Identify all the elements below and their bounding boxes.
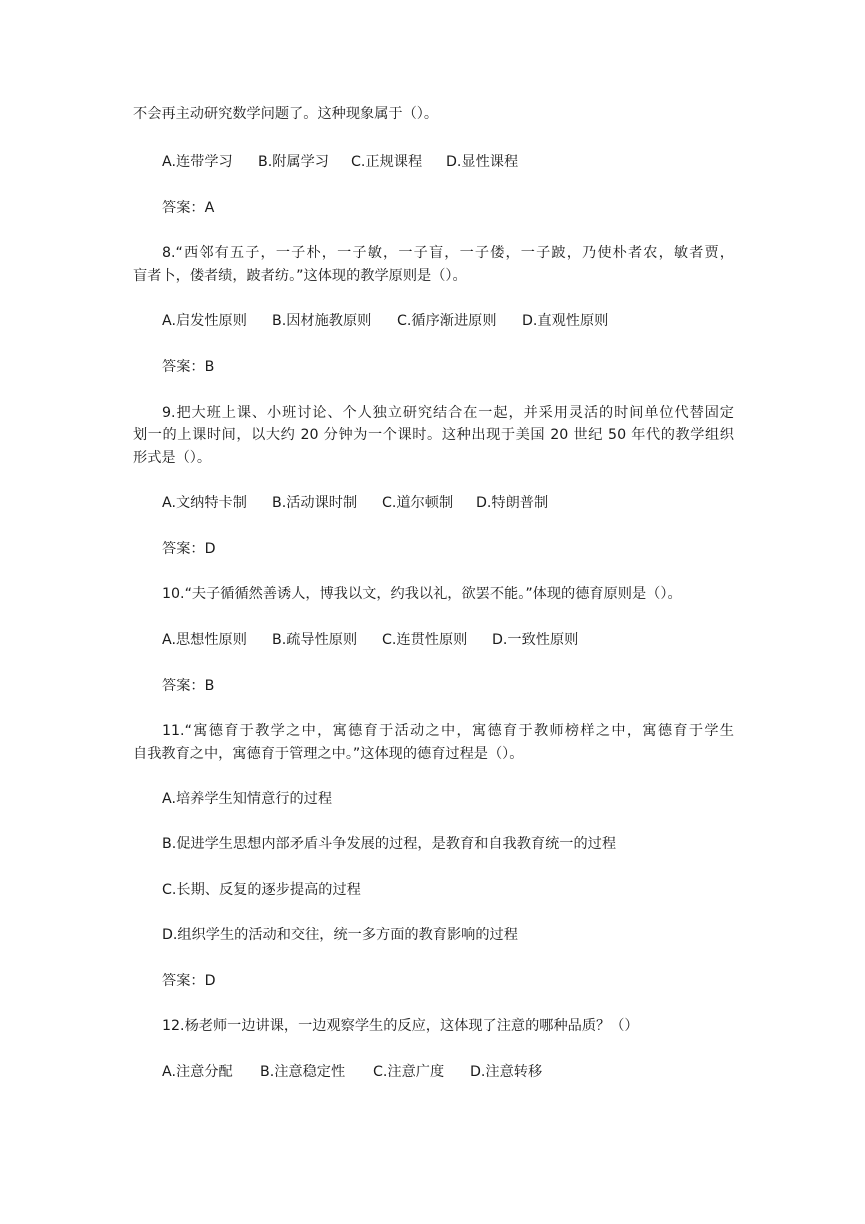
- q11-stem-line-1: 11.“寓德育于教学之中，寓德育于活动之中，寓德育于教师榜样之中，寓德育于学生: [162, 723, 734, 739]
- q7-answer: 答案：A: [162, 200, 215, 216]
- q8-option-a: A.启发性原则: [162, 313, 247, 329]
- q11-answer: 答案：D: [162, 973, 216, 989]
- q11-stem-line-2: 自我教育之中，寓德育于管理之中。”这体现的德育过程是（）。: [133, 746, 524, 762]
- q12-stem-line-1: 12.杨老师一边讲课，一边观察学生的反应，这体现了注意的哪种品质？（）: [162, 1018, 639, 1034]
- q12-option-d: D.注意转移: [470, 1064, 543, 1080]
- q7-stem: 不会再主动研究数学问题了。这种现象属于（）。: [133, 106, 439, 122]
- q7-option-d: D.显性课程: [446, 154, 519, 170]
- q7-option-c: C.正规课程: [351, 154, 423, 170]
- q9-stem-line-3: 形式是（）。: [133, 450, 212, 466]
- q9-options: [162, 493, 548, 513]
- q10-option-b: B.疏导性原则: [272, 632, 358, 648]
- q10-option-a: A.思想性原则: [162, 632, 247, 648]
- q8-answer: 答案：B: [162, 359, 215, 375]
- q10-stem-line-1: 10.“夫子循循然善诱人，博我以文，约我以礼，欲罢不能。”体现的德育原则是（）。: [162, 586, 682, 602]
- q8-option-c: C.循序渐进原则: [397, 313, 497, 329]
- q9-option-c: C.道尔顿制: [382, 495, 454, 511]
- q7-option-b: B.附属学习: [258, 154, 329, 170]
- q8-options: [162, 311, 608, 331]
- q11-option-d: D.组织学生的活动和交往，统一多方面的教育影响的过程: [162, 927, 518, 943]
- q7-options: [162, 152, 518, 172]
- q12-options: [162, 1062, 542, 1082]
- q7-option-a: A.连带学习: [162, 154, 233, 170]
- q9-option-b: B.活动课时制: [272, 495, 358, 511]
- q10-option-c: C.连贯性原则: [382, 632, 468, 648]
- q10-answer: 答案：B: [162, 678, 215, 694]
- q8-stem-line-1: 8.“西邻有五子，一子朴，一子敏，一子盲，一子偻，一子跛，乃使朴者农，敏者贾，: [162, 245, 734, 261]
- q10-option-d: D.一致性原则: [492, 632, 579, 648]
- q12-option-b: B.注意稳定性: [260, 1064, 346, 1080]
- q9-option-d: D.特朗普制: [476, 495, 549, 511]
- q10-options: [162, 630, 578, 650]
- q11-option-c: C.长期、反复的逐步提高的过程: [162, 882, 361, 898]
- q12-option-c: C.注意广度: [373, 1064, 445, 1080]
- q11-option-a: A.培养学生知情意行的过程: [162, 791, 333, 807]
- q11-option-b: B.促进学生思想内部矛盾斗争发展的过程，是教育和自我教育统一的过程: [162, 836, 617, 852]
- q8-option-b: B.因材施教原则: [272, 313, 372, 329]
- q9-stem-line-2: 划一的上课时间，以大约 20 分钟为一个课时。这种出现于美国 20 世纪 50 年代的教学组织: [133, 427, 734, 443]
- q8-option-d: D.直观性原则: [522, 313, 609, 329]
- q9-option-a: A.文纳特卡制: [162, 495, 247, 511]
- q9-answer: 答案：D: [162, 541, 216, 557]
- q9-stem-line-1: 9.把大班上课、小班讨论、个人独立研究结合在一起，并采用灵活的时间单位代替固定: [162, 405, 734, 421]
- q12-option-a: A.注意分配: [162, 1064, 233, 1080]
- q8-stem-line-2: 盲者卜，偻者绩，跛者纺。”这体现的教学原则是（）。: [133, 268, 467, 284]
